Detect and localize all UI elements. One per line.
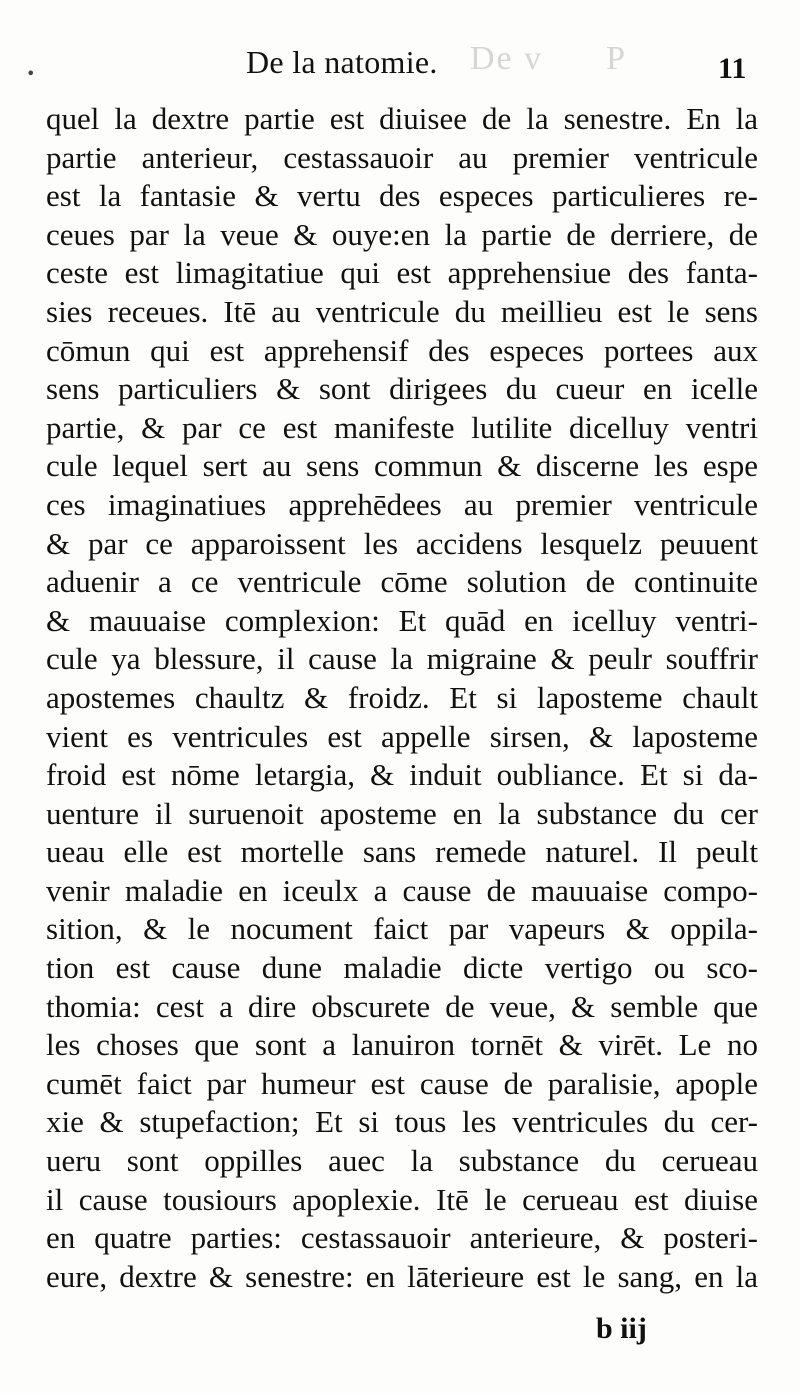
text-line: tion est cause dune maladie dicte vertigo ou sco- <box>46 950 758 986</box>
text-line: venir maladie en iceulx a cause de mauuaise compo- <box>46 872 758 908</box>
text-line: & mauuaise complexion: Et quād en icelluy ventri- <box>46 602 758 638</box>
margin-mark: • <box>26 64 36 83</box>
text-line: les choses que sont a lanuiron tornēt & virēt. Le no <box>46 1027 758 1063</box>
text-line: quel la dextre partie est diuisee de la senestre. En la <box>46 101 758 136</box>
text-line: cōmun qui est apprehensif des especes portees aux <box>46 332 758 368</box>
text-line: eure, dextre & senestre: en lāterieure est le sang, en la <box>46 1258 758 1294</box>
text-line: sies receues. Itē au ventricule du meillieu est le sens <box>46 293 758 329</box>
text-line: apostemes chaultz & froidz. Et si laposteme chault <box>46 679 758 715</box>
text-line: aduenir a ce ventricule cōme solution de continuite <box>46 564 758 600</box>
text-line: cumēt faict par humeur est cause de paralisie, apople <box>46 1065 758 1101</box>
text-line: ceues par la veue & ouye:en la partie de derriere, de <box>46 216 758 252</box>
text-line: froid est nōme letargia, & induit oubliance. Et si da- <box>46 757 758 793</box>
text-line: vient es ventricules est appelle sirsen, & laposteme <box>46 718 758 754</box>
text-line: est la fantasie & vertu des especes particulieres re- <box>46 178 758 214</box>
text-line: ceste est limagitatiue qui est apprehensiue des fanta- <box>46 255 758 291</box>
text-line: ueru sont oppilles auec la substance du cerueau <box>46 1143 758 1179</box>
running-title: De la natomie. <box>246 44 438 80</box>
text-line: sition, & le nocument faict par vapeurs & oppila- <box>46 911 758 947</box>
text-line: & par ce apparoissent les accidens lesquelz peuuent <box>46 525 758 561</box>
text-line: uenture il suruenoit aposteme en la substance du cer <box>46 795 758 831</box>
text-line: thomia: cest a dire obscurete de veue, & semble que <box>46 988 758 1024</box>
show-through-text: De v P <box>470 40 628 77</box>
signature-mark: b iij <box>596 1312 647 1345</box>
text-line: en quatre parties: cestassauoir anterieure, & posteri- <box>46 1220 758 1256</box>
text-line: cule lequel sert au sens commun & discerne les espe <box>46 448 758 484</box>
text-line: partie anterieur, cestassauoir au premier ventricule <box>46 139 758 175</box>
text-line: ueau elle est mortelle sans remede naturel. Il peult <box>46 834 758 870</box>
body-text <box>46 100 758 1296</box>
text-line: il cause tousiours apoplexie. Itē le cerueau est diuise <box>46 1181 758 1217</box>
text-line: xie & stupefaction; Et si tous les ventricules du cer- <box>46 1104 758 1140</box>
text-line: cule ya blessure, il cause la migraine & peulr souffrir <box>46 641 758 677</box>
text-line: sens particuliers & sont dirigees du cueur en icelle <box>46 371 758 407</box>
text-line: ces imaginatiues apprehēdees au premier ventricule <box>46 486 758 522</box>
folio-number: 11 <box>718 52 747 85</box>
text-line: partie, & par ce est manifeste lutilite dicelluy ventri <box>46 409 758 445</box>
